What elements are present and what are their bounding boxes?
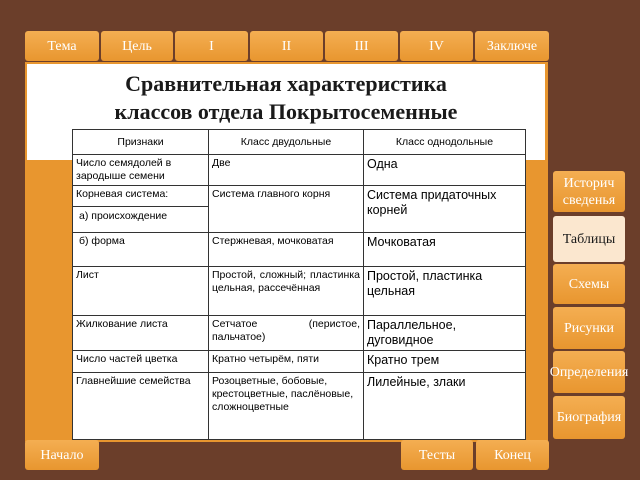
- table-row: [73, 155, 526, 186]
- dicot-cell: Система главного корня: [209, 186, 364, 233]
- nav-part-3-button[interactable]: III: [325, 31, 398, 61]
- end-button[interactable]: Конец: [476, 440, 549, 470]
- feature-sub-label: а) происхождение: [73, 206, 208, 223]
- tests-button[interactable]: Тесты: [401, 440, 473, 470]
- monocot-cell: Лилейные, злаки: [364, 373, 526, 440]
- dicot-cell: Розоцветные, бобовые, крестоцветные, паслёновые, сложноцветные: [209, 373, 364, 440]
- side-tables-button[interactable]: Таблицы: [553, 216, 625, 262]
- table-header-row: [73, 130, 526, 155]
- feature-cell: Жилкование листа: [73, 316, 209, 351]
- dicot-cell: Две: [209, 155, 364, 186]
- monocot-cell: Параллельное, дуговидное: [364, 316, 526, 351]
- side-definitions-button[interactable]: Определения: [553, 351, 625, 393]
- dicot-cell: Простой, сложный; пластинка цельная, рассечённая: [209, 267, 364, 316]
- table-row: [73, 351, 526, 373]
- side-biography-button[interactable]: Биография: [553, 396, 625, 439]
- comparison-table: [72, 129, 526, 440]
- page-title: [27, 70, 545, 126]
- monocot-cell: Система придаточных корней: [364, 186, 526, 233]
- header-features: Признаки: [73, 130, 209, 155]
- feature-label: Корневая система:: [76, 188, 169, 200]
- feature-cell: Число семядолей в зародыше семени: [73, 155, 209, 186]
- monocot-cell: Одна: [364, 155, 526, 186]
- nav-conclusion-button[interactable]: Заключе: [475, 31, 549, 61]
- nav-part-2-button[interactable]: II: [250, 31, 323, 61]
- feature-cell: [73, 186, 209, 233]
- monocot-cell: Мочковатая: [364, 233, 526, 267]
- side-history-button[interactable]: Историч сведенья: [553, 171, 625, 212]
- dicot-cell: Кратно четырём, пяти: [209, 351, 364, 373]
- start-button[interactable]: Начало: [25, 440, 99, 470]
- table-row: [73, 233, 526, 267]
- side-pictures-button[interactable]: Рисунки: [553, 307, 625, 349]
- feature-cell: Главнейшие семейства: [73, 373, 209, 440]
- header-monocots: Класс однодольные: [364, 130, 526, 155]
- nav-part-4-button[interactable]: IV: [400, 31, 473, 61]
- table-row: [73, 186, 526, 233]
- nav-part-1-button[interactable]: I: [175, 31, 248, 61]
- monocot-cell: Простой, пластинка цельная: [364, 267, 526, 316]
- feature-cell: Лист: [73, 267, 209, 316]
- nav-goal-button[interactable]: Цель: [101, 31, 173, 61]
- side-schemes-button[interactable]: Схемы: [553, 264, 625, 304]
- dicot-cell: Стержневая, мочковатая: [209, 233, 364, 267]
- title-line-2: классов отдела Покрытосеменные: [114, 99, 458, 124]
- header-dicots: Класс двудольные: [209, 130, 364, 155]
- feature-cell: Число частей цветка: [73, 351, 209, 373]
- monocot-cell: Кратно трем: [364, 351, 526, 373]
- table-row: [73, 316, 526, 351]
- title-line-1: Сравнительная характеристика: [125, 71, 447, 96]
- table-row: [73, 267, 526, 316]
- table-row: [73, 373, 526, 440]
- nav-topic-button[interactable]: Тема: [25, 31, 99, 61]
- feature-cell: б) форма: [73, 233, 209, 267]
- dicot-cell: Сетчатое (перистое, пальчатое): [209, 316, 364, 351]
